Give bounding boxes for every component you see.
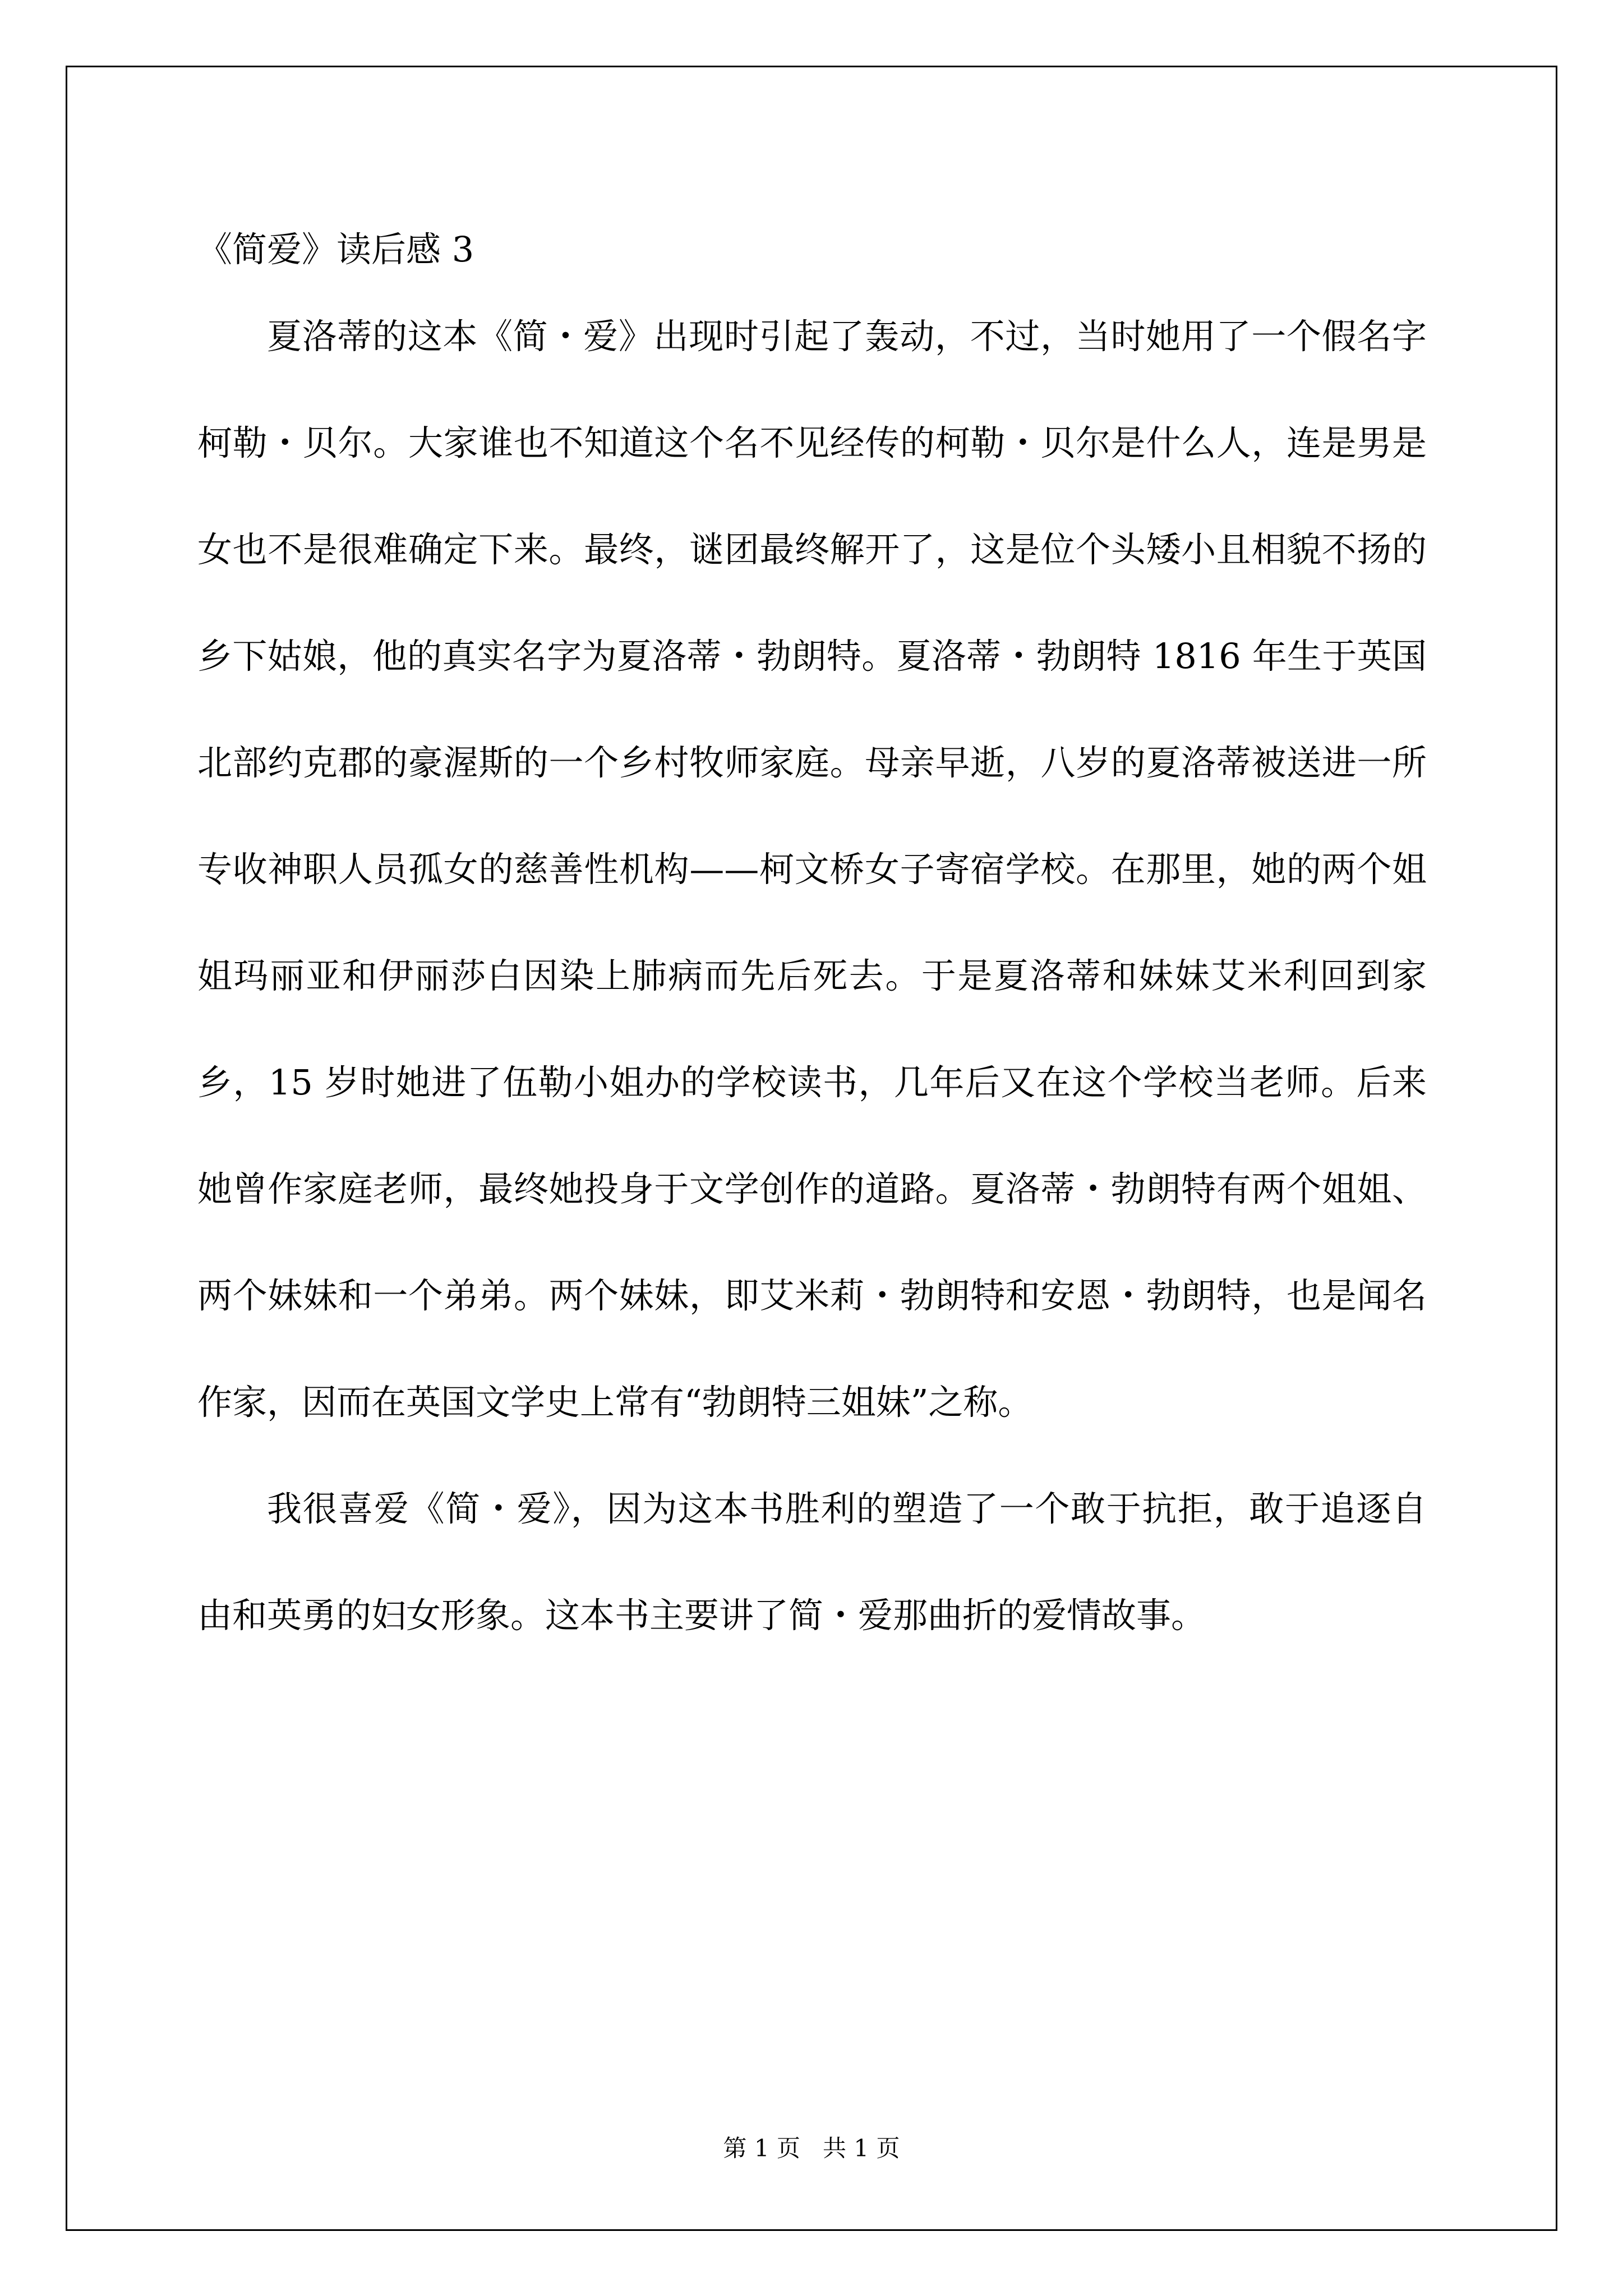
document-body <box>197 283 1427 1669</box>
document-title: 《简爱》读后感 3 <box>197 229 474 270</box>
paragraph-2: 我很喜爱《简・爱》，因为这本书胜利的塑造了一个敢于抗拒，敢于追逐自由和英勇的妇女形象。这本书主要讲了简・爱那曲折的爱情故事。 <box>197 1488 1427 1636</box>
paragraph-1: 夏洛蒂的这本《简・爱》出现时引起了轰动，不过，当时她用了一个假名字柯勒・贝尔。大家谁也不知道这个名不见经传的柯勒・贝尔是什么人，连是男是女也不是很难确定下来。最终，谜团最终解开了，这是位个头矮小且相貌不扬的乡下姑娘，他的真实名字为夏洛蒂・勃朗特。夏洛蒂・勃朗特 1816 年生于英国北部约克郡的豪渥斯的一个乡村牧师家庭。母亲早逝，八岁的夏洛蒂被送进一所专收神职人员孤女的慈善性机构——柯文桥女子寄宿学校。在那里，她的两个姐姐玛丽亚和伊丽莎白因染上肺病而先后死去。于是夏洛蒂和妹妹艾米利回到家乡，15 岁时她进了伍勒小姐办的学校读书，几年后又在这个学校当老师。后来她曾作家庭老师，最终她投身于文学创作的道路。夏洛蒂・勃朗特有两个姐姐、两个妹妹和一个弟弟。两个妹妹，即艾米莉・勃朗特和安恩・勃朗特，也是闻名作家，因而在英国文学史上常有“勃朗特三姐妹”之称。 <box>197 316 1427 1423</box>
page-footer: 第 1 页 共 1 页 <box>723 2134 900 2162</box>
